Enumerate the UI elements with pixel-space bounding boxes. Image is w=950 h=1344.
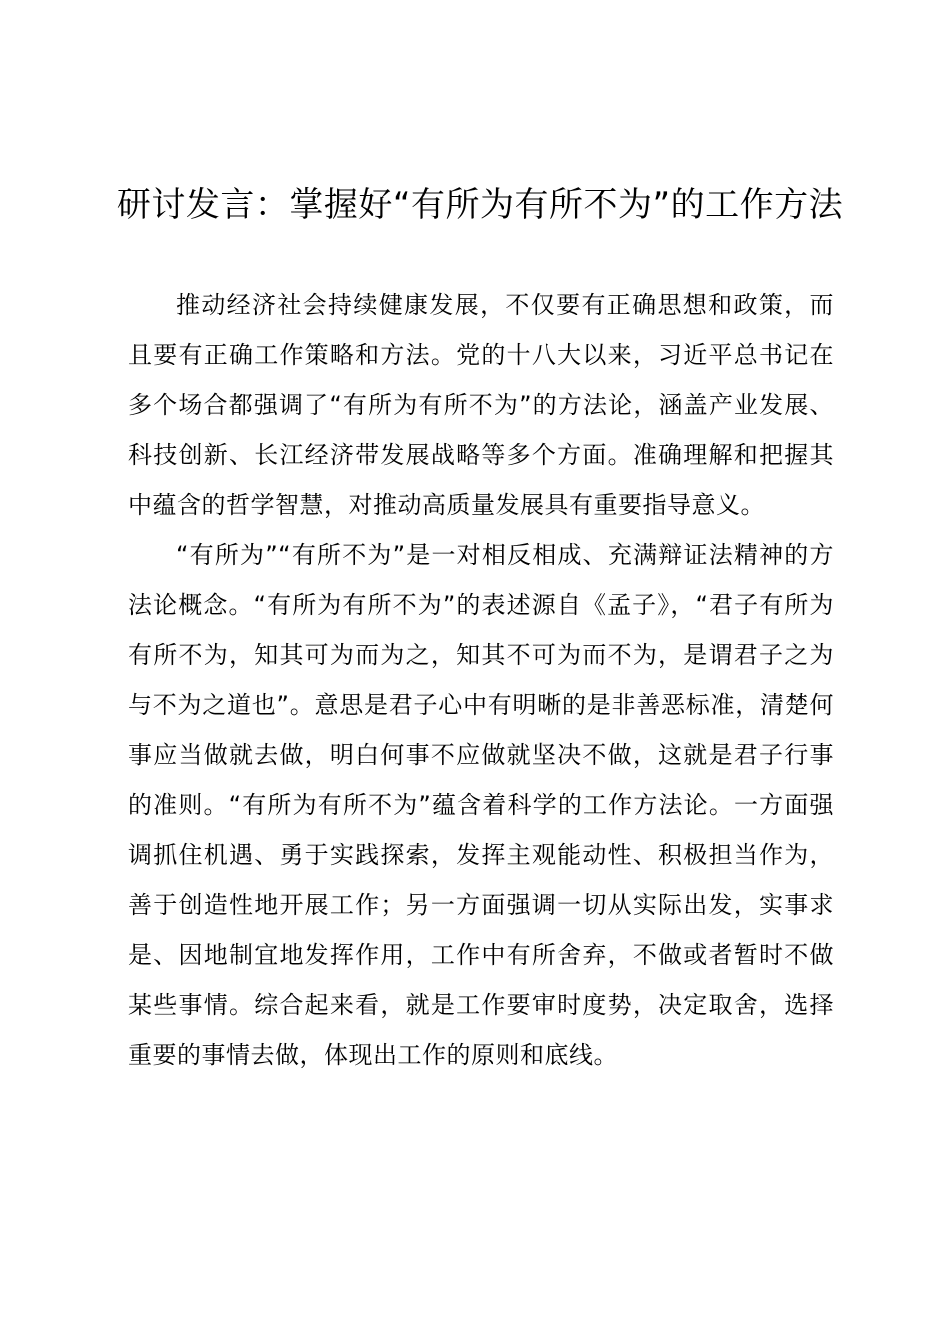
paragraph-1: 推动经济社会持续健康发展，不仅要有正确思想和政策，而且要有正确工作策略和方法。党的十八大以来，习近平总书记在多个场合都强调了“有所为有所不为”的方法论，涵盖产业发展、科技创新、长江经济带发展战略等多个方面。准确理解和把握其中蕴含的哲学智慧，对推动高质量发展具有重要指导意义。 [128, 291, 834, 519]
document-body [128, 280, 834, 1080]
paragraph-2: “有所为”“有所不为”是一对相反相成、充满辩证法精神的方法论概念。“有所为有所不为”的表述源自《孟子》，“君子有所为有所不为，知其可为而为之，知其不可为而不为，是谓君子之为与不为之道也”。意思是君子心中有明晰的是非善恶标准，清楚何事应当做就去做，明白何事不应做就坚决不做，这就是君子行事的准则。“有所为有所不为”蕴含着科学的工作方法论。一方面强调抓住机遇、勇于实践探索，发挥主观能动性、积极担当作为，善于创造性地开展工作；另一方面强调一切从实际出发，实事求是、因地制宜地发挥作用，工作中有所舍弃，不做或者暂时不做某些事情。综合起来看，就是工作要审时度势，决定取舍，选择重要的事情去做，体现出工作的原则和底线。 [128, 541, 834, 1069]
document-title: 研讨发言：掌握好“有所为有所不为”的工作方法 [116, 185, 844, 225]
